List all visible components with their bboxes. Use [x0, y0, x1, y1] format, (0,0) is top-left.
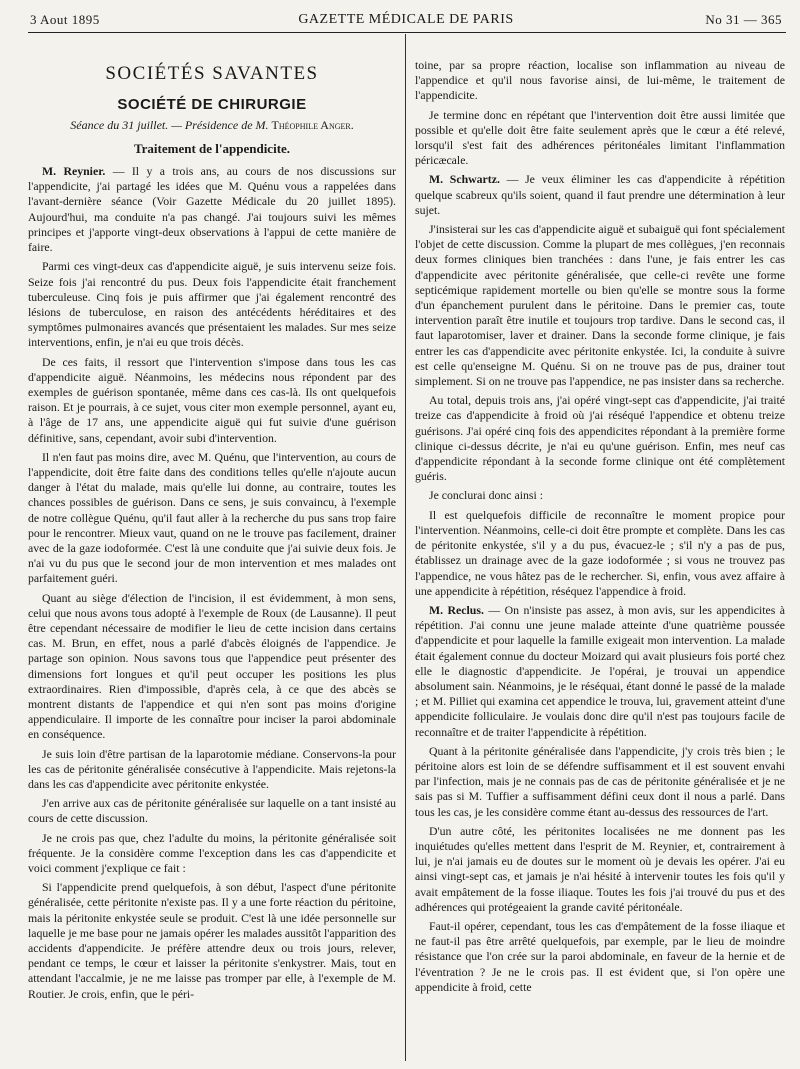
header-rule — [28, 32, 786, 33]
paragraph: Si l'appendicite prend quelquefois, à son début, l'aspect d'une péritonite généralisée, cette péritonite n'existe pas. Il y a une forte réaction du péritoine, mais la péritonite enkystée seule se produit. C'est là une idée personnelle sur laquelle je me base pour ne jamais opérer les malades aussitôt l'apparition des accidents d'appendicite. Je préfère attendre deux ou trois jours, relever, pendant ce temps, le cœur et laisser la péritonite s'enkystrer. Mais, tout en attendant l'accalmie, je ne me laisse pas tromper par elle, à l'exemple de M. Routier. Je crois, enfin, que le péri- — [28, 880, 396, 1001]
paragraph: Je termine donc en répétant que l'intervention doit être aussi limitée que possible et qu'elle doit être faite seulement après que le cœur a été relevé, lorsqu'il s'est fait des adhérences péritonéales limitant l'inflammation péricæcale. — [415, 107, 785, 168]
paragraph: Il est quelquefois difficile de reconnaître le moment propice pour l'intervention. Néanmoins, celle-ci doit être prompte et complète. Dans les cas de péritonite enkystée, s'il y a du pus, évacuez-le ; s'il n'y a pas de pus, établissez un drainage avec de la gaze iodoformée ; si vous ne trouvez pas l'appendice, ne vous hâtez pas de le rechercher. Si, enfin, vous avez affaire à une appendicite à répétition, réséquez l'appendice à froid. — [415, 507, 785, 598]
paragraph: Quant au siège d'élection de l'incision, il est évidemment, à mon sens, celui que nous avons tous adopté à l'exemple de Roux (de Lausanne). Il peut être cependant nécessaire de modifier le lieu de cette incision dans certains cas. M. Brun, en effet, nous a parlé d'abcès éloignés de l'appendice. Je partage son opinion. Nous savons tous que l'appendice peut présenter des dimensions fort longues et qu'il peut occuper les positions les plus extraordinaires. Rien d'impossible, d'après cela, à ce que des abcès se montrent distants de l'appendice et qui n'en sont pas moins d'origine appendiculaire. Il importe de les connaître pour inciser la paroi abdominale en conséquence. — [28, 590, 396, 742]
paragraph: M. Schwartz. — Je veux éliminer les cas d'appendicite à répétition quelque scabreux qu'ils soient, quand il faut prendre une détermination à leur sujet. — [415, 172, 785, 217]
left-column — [28, 38, 396, 1006]
paragraph: toine, par sa propre réaction, localise son inflammation au niveau de l'appendice et qu'il nous favorise ainsi, de lui-même, le traitement de l'appendicite. — [415, 58, 785, 103]
president-name: Théophile Anger. — [271, 117, 354, 132]
page-header — [30, 12, 782, 30]
society-title: SOCIÉTÉ DE CHIRURGIE — [117, 95, 307, 113]
speaker-name: M. Reynier. — [42, 164, 106, 179]
section-title: SOCIÉTÉS SAVANTES — [105, 63, 319, 84]
paragraph: M. Reclus. — On n'insiste pas assez, à mon avis, sur les appendicites à répétition. J'ai connu une jeune malade atteinte d'une quatrième poussée d'appendicite et pour laquelle la famille exigeait mon intervention. La malade était également connue du docteur Moizard qui avait plusieurs fois porté chez elle le diagnostic d'appendicite. Je l'opérai, je trouvai un appendice absolument sain. Néanmoins, je le réséquai, étant donné le passé de la malade ; et M. Pilliet qui examina cet appendice le trouva, lui, gravement atteint d'une appendicite folliculaire. Je voulais donc dire qu'il n'est pas toujours facile de reconnaître et de traiter l'appendicite à répétition. — [415, 602, 786, 739]
paragraph: Quant à la péritonite généralisée dans l'appendicite, j'y crois très bien ; le péritoine alors est loin de se défendre suffisamment et il est souvent envahi par l'infection, mais je ne connais pas de cas de péritonite généralisée et je ne sais pas si M. Tuffier a suffisamment défini ceux dont il nous a parlé. Dans tous les cas, je les considère comme étant au-dessus des ressources de l'art. — [415, 743, 785, 819]
session-prefix: Séance du 31 juillet. — Présidence de M. — [70, 117, 269, 132]
column-divider — [405, 34, 406, 1061]
paragraph: J'insisterai sur les cas d'appendicite aiguë et subaiguë qui font spécialement l'objet de cette discussion. Comme la plupart de mes collègues, j'en reconnais deux formes cliniques bien tranchées : dans l'une, je fais entrer les cas d'appendicite avec péritonite généralisée, que celle-ci revête une forme septicémique rapidement mortelle ou bien qu'elle se montre sous la forme d'un épanchement purulent dans le péritoine. Dans le premier cas, toute intervention paraît être inutile et toujours trop tardive. Dans le second cas, il faut laparotomiser, laver et drainer. Dans la seconde forme clinique, je fais entrer les cas d'appendicite avec péritonite enkystée. Ici, la conduite à suivre est celle qu'enseigne M. Quénu. Si on ne trouve pas de pus, drainer tout simplement. Si on ne trouve pas l'appendice, ne pas insister dans sa recherche. — [415, 222, 785, 389]
paragraph: Je ne crois pas que, chez l'adulte du moins, la péritonite généralisée soit fréquente. Je la considère comme l'exception dans les cas d'appendicite et voici comment j'explique ce fait : — [28, 830, 396, 876]
paragraph: J'en arrive aux cas de péritonite généralisée sur laquelle on a tant insisté au cours de cette discussion. — [28, 796, 396, 826]
paragraph: Je suis loin d'être partisan de la laparotomie médiane. Conservons-la pour les cas de péritonite généralisée consécutive à l'appendicite. Mais rejetons-la dans les cas d'appendicite avec péritonite enkystée. — [28, 746, 396, 791]
paragraph: De ces faits, il ressort que l'intervention s'impose dans tous les cas d'appendicite aiguë. Néanmoins, les médecins nous répondent par des exemples de guérison spontanée, même dans ces cas-là. Ils ont quelquefois raison. Et je pourrais, à ce sujet, vous citer mon exemple personnel, ayant eu, à l'âge de 17 ans, une appendicite aiguë qui fut suivie d'une guérison définitive, sans, cependant, avoir subi d'intervention. — [28, 354, 396, 445]
issue-page-number: No 31 — 365 — [705, 12, 782, 27]
paragraph: Parmi ces vingt-deux cas d'appendicite aiguë, je suis intervenu seize fois. Seize fois j'ai rencontré du pus. Deux fois l'appendicite était franchement tuberculeuse. Cinq fois je puis affirmer que j'ai également rencontré des lésions de tuberculose, en raison des antécédents héréditaires et des symptômes pulmonaires avancés que présentaient les malades. Sur mes seize interventions, enfin, je n'ai eu que trois décès. — [28, 259, 396, 350]
article-subject: Traitement de l'appendicite. — [133, 141, 291, 157]
right-column — [415, 58, 785, 999]
paragraph: D'un autre côté, les péritonites localisées ne me donnent pas les inquiétudes qu'elles mettent dans l'esprit de M. Reynier, et, contrairement à lui, je n'ai jamais eu de doutes sur le moment où je devais les opérer. J'ai eu ainsi vingt-sept cas, et jamais je n'ai hésité à intervenir toutes les fois qu'il y avait empâtement de la fosse iliaque. Toutes les fois j'ai trouvé du pus et des adhérences qui protégeaient la grande cavité péritonéale. — [415, 823, 785, 914]
paragraph: Il n'en faut pas moins dire, avec M. Quénu, que l'intervention, au cours de l'appendicite, doit être faite dans des conditions telles qu'elle n'ajoute aucun danger à l'état du malade, mais qu'elle lui donne, au contraire, toutes les chances possibles de guérison. Dans ce sens, je suis convaincu, à l'exemple de notre collègue Quénu, qu'il faut aller à la recherche du pus sans trop faire pour le rencontrer. Mieux vaut, quand on ne le trouve pas facilement, drainer avec de la gaze iodoformée. C'est là une conduite que j'ai suivie deux fois. Je n'ai vu du pus que le second jour de mon intervention et mes malades ont parfaitement guéri. — [28, 449, 396, 586]
issue-date: 3 Aout 1895 — [30, 12, 100, 27]
speaker-name: M. Schwartz. — [429, 172, 500, 187]
paragraph: M. Reynier. — Il y a trois ans, au cours de nos discussions sur l'appendicite, j'ai partagé les idées que M. Quénu vous a rappelées dans l'avant-dernière séance (Voir Gazette Médicale du 20 juillet 1895). Aujourd'hui, ma conduite n'a pas changé. J'ai toujours suivi les mêmes principes et j'apporte vingt-deux observations à l'appui de cette manière de faire. — [28, 164, 396, 255]
paragraph: Au total, depuis trois ans, j'ai opéré vingt-sept cas d'appendicite, j'ai traité treize cas d'appendicite à froid où j'ai réséqué l'appendice et obtenu treize guérisons. J'ai opéré cinq fois des appendicites répondant à la première forme clinique ci-dessus décrite, je n'ai eu qu'une guérison. Enfin, mes neuf cas d'appendicite répondant à la seconde forme clinique ont été complètement guéris. — [415, 393, 785, 484]
paragraph: Faut-il opérer, cependant, tous les cas d'empâtement de la fosse iliaque et ne faut-il pas être arrêté quelquefois, par exemple, par le lieu de moindre résistance que l'on crée sur la paroi abdominale, en faveur de la hernie et de l'éventration ? Je ne le crois pas. Il est évident que, si l'on opère une appendicite à froid, cette — [415, 918, 785, 994]
speaker-name: M. Reclus. — [429, 602, 484, 617]
paragraph: Je conclurai donc ainsi : — [429, 488, 544, 503]
session-line — [28, 118, 396, 133]
journal-title: GAZETTE MÉDICALE DE PARIS — [298, 12, 514, 27]
